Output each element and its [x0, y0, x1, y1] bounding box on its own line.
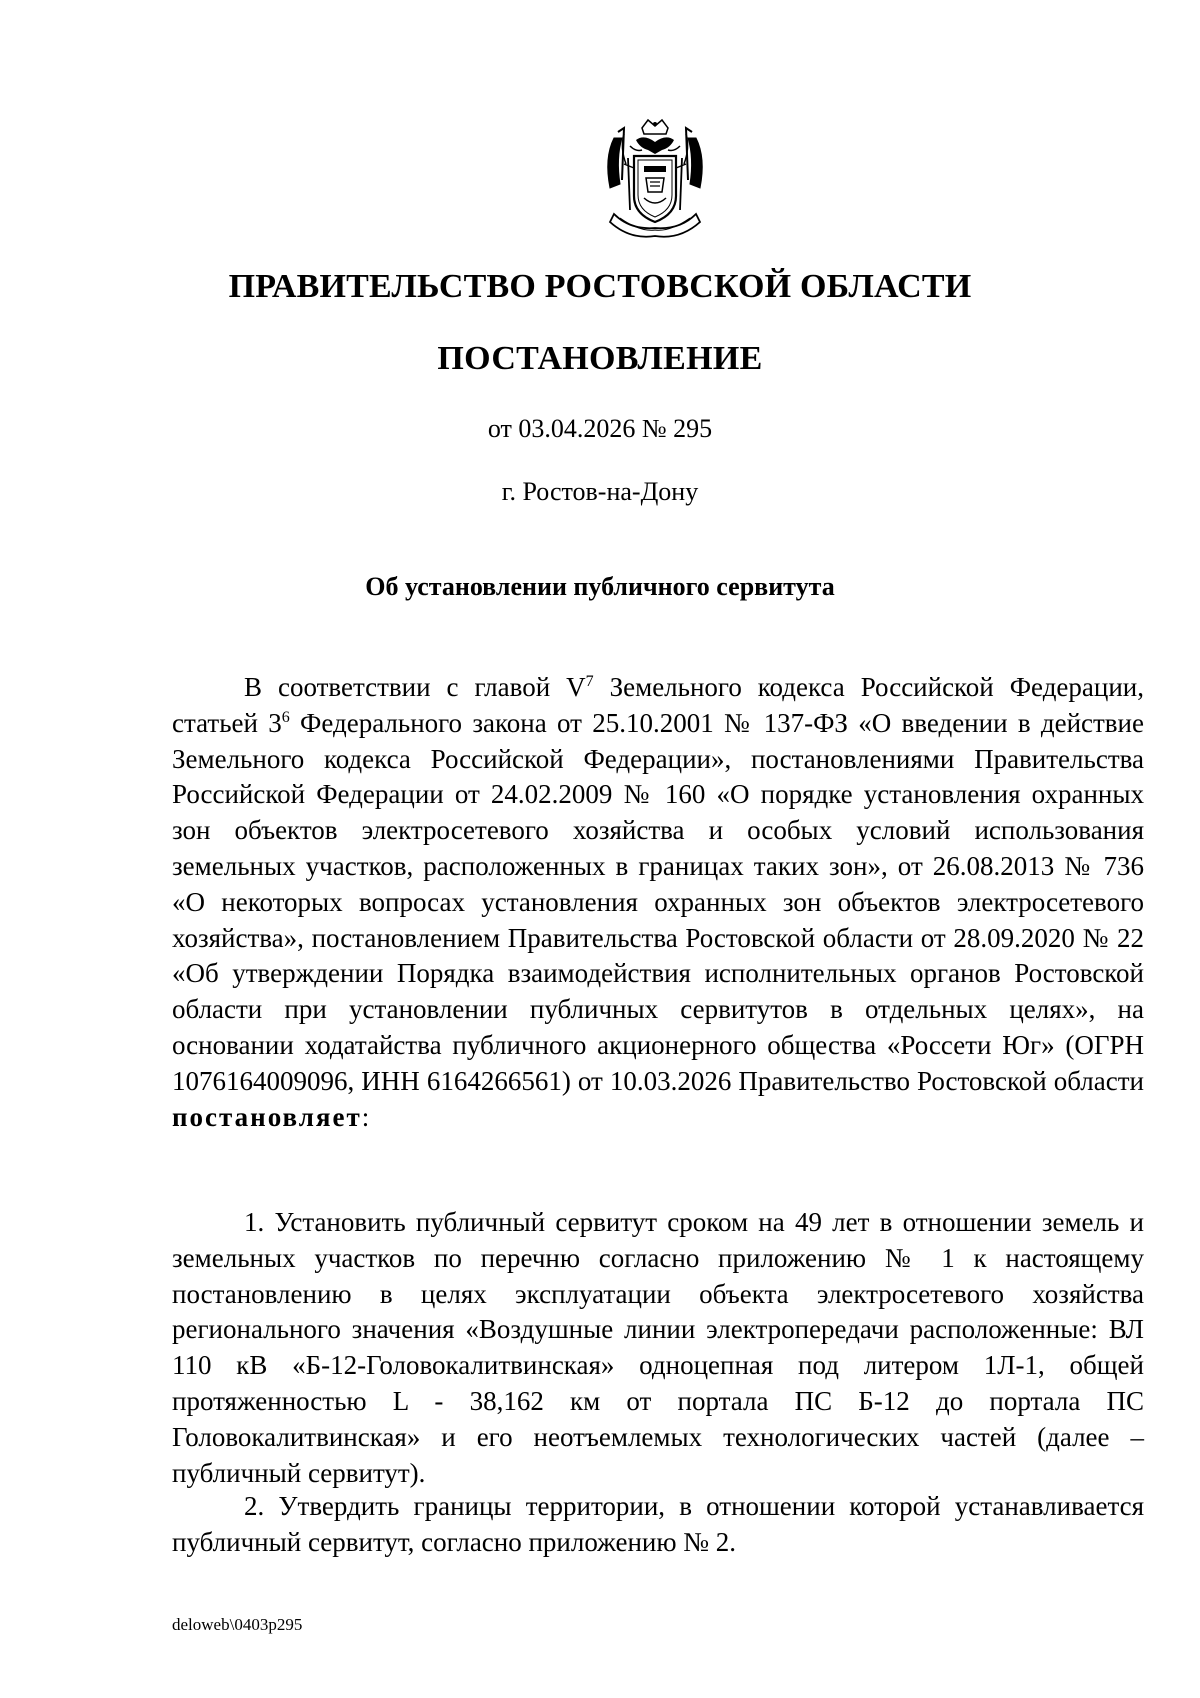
document-subject: Об установлении публичного сервитута	[365, 572, 835, 601]
document-date-number: от 03.04.2026 № 295	[487, 414, 713, 443]
item-2-paragraph	[172, 1489, 1144, 1561]
preamble-text-part1: В соответствии с главой V	[244, 672, 586, 702]
item-1-text: 1. Установить публичный сервитут сроком на 49 лет в отношении земель и земельных участков по перечню согласно приложению № 1 к настоящему постановлению в целях эксплуатации объекта электросетевого хозяйства регионального значения «Воздушные линии электропередачи расположенные: ВЛ 110 кВ «Б-12-Головокалитвинская» одноцепная под литером 1Л-1, общей протяженностью L - 38,162 км от портала ПС Б-12 до портала ПС Головокалитвинская» и его неотъемлемых технологических частей (далее – публичный сервитут).	[172, 1207, 1144, 1488]
preamble-superscript-2: 6	[281, 708, 290, 726]
preamble-superscript-1: 7	[585, 673, 594, 690]
preamble-text-part2: Земельного кодекса Российской Федерации, статьей 3	[172, 672, 1144, 738]
rostov-oblast-coat-of-arms-icon	[600, 118, 710, 240]
decree-word: постановляет	[172, 1101, 362, 1132]
item-1-paragraph	[172, 1205, 1144, 1491]
document-footer-reference: deloweb\0403p295	[172, 1615, 303, 1634]
item-2-text: 2. Утвердить границы территории, в отношении которой устанавливается публичный сервитут, согласно приложению № 2.	[172, 1491, 1144, 1557]
document-city: г. Ростов-на-Дону	[501, 477, 699, 506]
organization-title: ПРАВИТЕЛЬСТВО РОСТОВСКОЙ ОБЛАСТИ	[228, 268, 972, 305]
document-type: ПОСТАНОВЛЕНИЕ	[437, 340, 763, 377]
preamble-colon: :	[361, 1101, 370, 1132]
preamble-paragraph	[172, 670, 1144, 1135]
preamble-text-part3: Федерального закона от 25.10.2001 № 137-ФЗ «О введении в действие Земельного кодекса Российской Федерации», постановлениями Правительства Российской Федерации от 24.02.2009 № 160 «О порядке установления охранных зон объектов электросетевого хозяйства и особых условий использования земельных участков, расположенных в границах таких зон», от 26.08.2013 № 736 «О некоторых вопросах установления охранных зон объектов электросетевого хозяйства», постановлением Правительства Ростовской области от 28.09.2020 № 22 «Об утверждении Порядка взаимодействия исполнительных органов Ростовской области при установлении публичных сервитутов в отдельных целях», на основании ходатайства публичного акционерного общества «Россети Юг» (ОГРН 1076164009096, ИНН 6164266561) от 10.03.2026 Правительство Ростовской области	[172, 707, 1144, 1096]
